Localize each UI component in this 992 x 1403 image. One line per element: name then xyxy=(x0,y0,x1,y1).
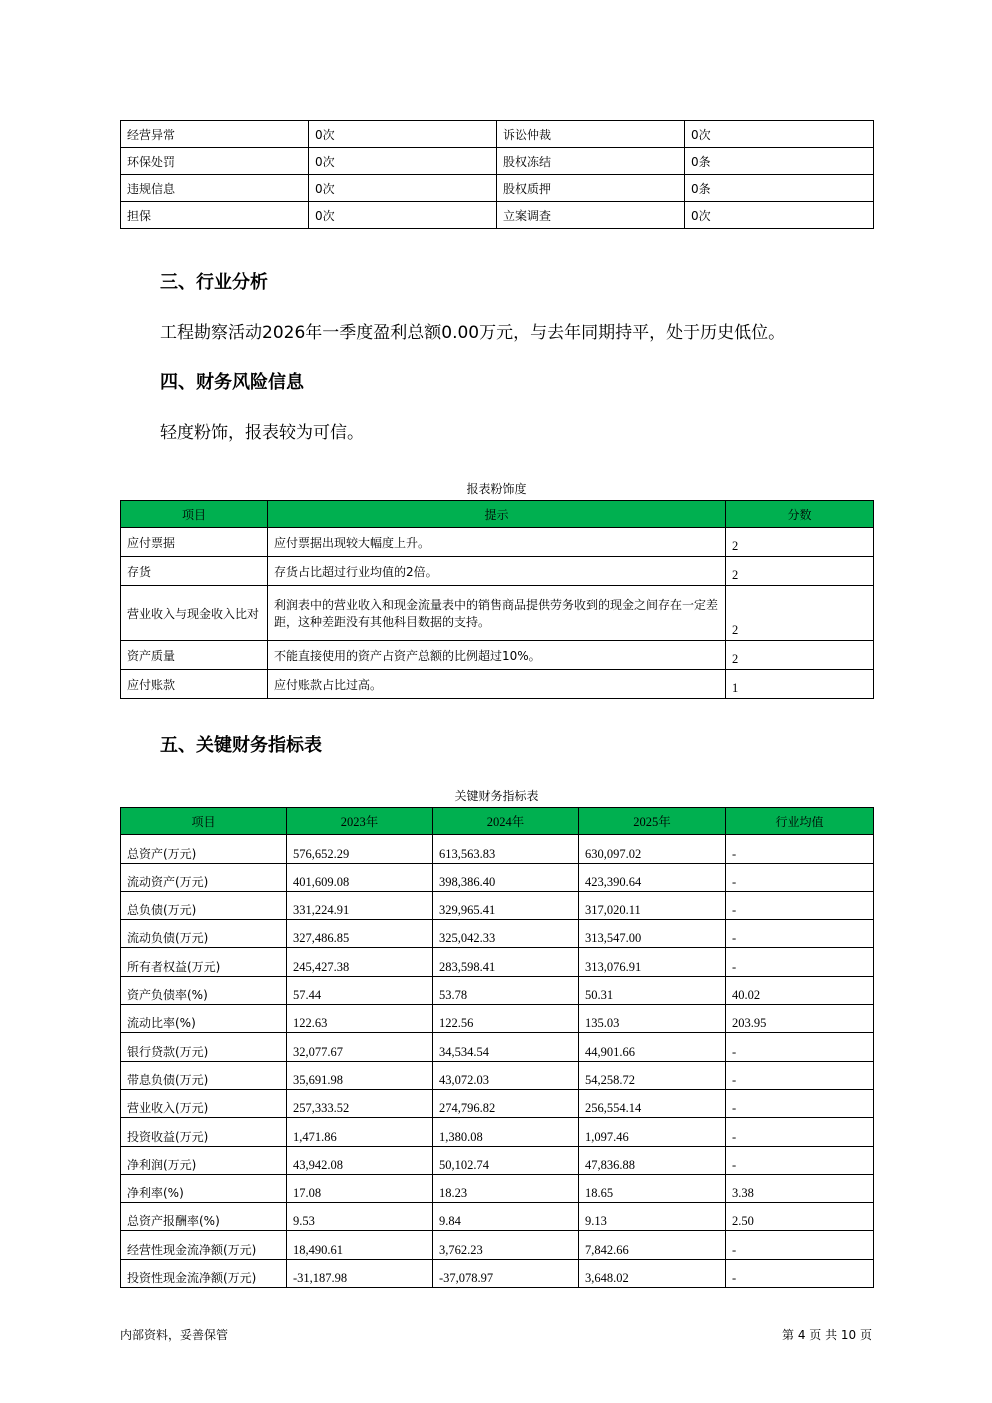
table-row xyxy=(121,1174,874,1202)
table-cell: 股权冻结 xyxy=(497,148,685,175)
table-cell: 0次 xyxy=(309,202,497,229)
fin-risk-text: 轻度粉饰，报表较为可信。 xyxy=(160,423,364,443)
table-cell: 50,102.74 xyxy=(433,1146,579,1174)
table-cell: 总资产报酬率(%) xyxy=(121,1203,287,1231)
fin-table-caption: 关键财务指标表 xyxy=(454,789,539,803)
table-cell: 1,380.08 xyxy=(433,1118,579,1146)
table-cell: 43,942.08 xyxy=(287,1146,433,1174)
industry-heading: 三、行业分析 xyxy=(160,272,268,293)
table-row xyxy=(121,891,874,919)
table-cell: - xyxy=(726,1118,874,1146)
table-cell: 50.31 xyxy=(579,976,726,1004)
table-cell: 投资性现金流净额(万元) xyxy=(121,1259,287,1287)
table-cell: 2 xyxy=(726,528,874,557)
table-cell: 313,076.91 xyxy=(579,948,726,976)
table-cell: 54,258.72 xyxy=(579,1061,726,1089)
table-row xyxy=(121,148,874,175)
table-cell: 274,796.82 xyxy=(433,1089,579,1117)
table-cell: 576,652.29 xyxy=(287,835,433,863)
table-cell: 18,490.61 xyxy=(287,1231,433,1259)
table-row xyxy=(121,121,874,148)
table-row xyxy=(121,175,874,202)
table-cell: 2 xyxy=(726,641,874,670)
table-cell: 0次 xyxy=(309,121,497,148)
table-cell: 203.95 xyxy=(726,1005,874,1033)
table-row xyxy=(121,202,874,229)
table-row xyxy=(121,1146,874,1174)
table-cell: 40.02 xyxy=(726,976,874,1004)
risk-info-body xyxy=(121,121,874,229)
table-row xyxy=(121,1203,874,1231)
table-cell: 存货 xyxy=(121,557,268,586)
table-cell: 利润表中的营业收入和现金流量表中的销售商品提供劳务收到的现金之间存在一定差距，这种差距没有其他科目数据的支持。 xyxy=(268,586,726,641)
table-cell: 总负债(万元) xyxy=(121,891,287,919)
header-cell: 行业均值 xyxy=(726,808,874,835)
header-cell: 项目 xyxy=(121,501,268,528)
table-row xyxy=(121,835,874,863)
table-cell: 资产质量 xyxy=(121,641,268,670)
table-cell: 613,563.83 xyxy=(433,835,579,863)
table-cell: 诉讼仲裁 xyxy=(497,121,685,148)
table-cell: 应付票据 xyxy=(121,528,268,557)
table-cell: 122.56 xyxy=(433,1005,579,1033)
table-cell: 0条 xyxy=(685,148,874,175)
table-row xyxy=(121,1231,874,1259)
table-row xyxy=(121,557,874,586)
table-row xyxy=(121,1259,874,1287)
table-row xyxy=(121,586,874,641)
table-cell: 423,390.64 xyxy=(579,863,726,891)
table-cell: 流动负债(万元) xyxy=(121,920,287,948)
table-cell: 317,020.11 xyxy=(579,891,726,919)
table-cell: 256,554.14 xyxy=(579,1089,726,1117)
table-cell: 3.38 xyxy=(726,1174,874,1202)
table-cell: 经营异常 xyxy=(121,121,309,148)
table-row xyxy=(121,641,874,670)
table-cell: 329,965.41 xyxy=(433,891,579,919)
key-fin-heading: 五、关键财务指标表 xyxy=(160,735,322,756)
table-cell: 7,842.66 xyxy=(579,1231,726,1259)
table-cell: 总资产(万元) xyxy=(121,835,287,863)
table-cell: 630,097.02 xyxy=(579,835,726,863)
fraud-table-caption: 报表粉饰度 xyxy=(466,482,527,496)
table-cell: 应付账款 xyxy=(121,670,268,699)
table-cell: - xyxy=(726,891,874,919)
industry-text: 工程勘察活动2026年一季度盈利总额0.00万元，与去年同期持平，处于历史低位。 xyxy=(160,323,786,343)
header-cell: 2024年 xyxy=(433,808,579,835)
table-cell: 应付票据出现较大幅度上升。 xyxy=(268,528,726,557)
table-cell: - xyxy=(726,1259,874,1287)
fin-table-body xyxy=(121,835,874,1288)
table-cell: - xyxy=(726,920,874,948)
table-cell: 313,547.00 xyxy=(579,920,726,948)
table-cell: 不能直接使用的资产占资产总额的比例超过10%。 xyxy=(268,641,726,670)
table-cell: - xyxy=(726,1089,874,1117)
header-cell: 分数 xyxy=(726,501,874,528)
footer-left: 内部资料，妥善保管 xyxy=(120,1328,229,1342)
table-cell: 32,077.67 xyxy=(287,1033,433,1061)
table-cell: 401,609.08 xyxy=(287,863,433,891)
fraud-table-header xyxy=(121,501,874,528)
table-cell: 环保处罚 xyxy=(121,148,309,175)
risk-info-table xyxy=(120,120,874,229)
table-cell: - xyxy=(726,1146,874,1174)
table-row xyxy=(121,670,874,699)
table-cell: 投资收益(万元) xyxy=(121,1118,287,1146)
table-cell: 带息负债(万元) xyxy=(121,1061,287,1089)
table-row xyxy=(121,1089,874,1117)
table-cell: 2 xyxy=(726,586,874,641)
fraud-table-body xyxy=(121,528,874,699)
table-cell: 9.53 xyxy=(287,1203,433,1231)
table-cell: 327,486.85 xyxy=(287,920,433,948)
table-cell: 35,691.98 xyxy=(287,1061,433,1089)
table-cell: 0次 xyxy=(309,148,497,175)
table-cell: 流动比率(%) xyxy=(121,1005,287,1033)
table-cell: 2.50 xyxy=(726,1203,874,1231)
table-cell: 398,386.40 xyxy=(433,863,579,891)
table-cell: -37,078.97 xyxy=(433,1259,579,1287)
table-cell: 银行贷款(万元) xyxy=(121,1033,287,1061)
table-cell: 营业收入(万元) xyxy=(121,1089,287,1117)
table-row xyxy=(121,920,874,948)
table-cell: -31,187.98 xyxy=(287,1259,433,1287)
table-cell: 18.23 xyxy=(433,1174,579,1202)
table-row xyxy=(121,1033,874,1061)
table-cell: 44,901.66 xyxy=(579,1033,726,1061)
table-cell: 9.84 xyxy=(433,1203,579,1231)
table-cell: 245,427.38 xyxy=(287,948,433,976)
table-row xyxy=(121,976,874,1004)
table-cell: 存货占比超过行业均值的2倍。 xyxy=(268,557,726,586)
header-cell: 2023年 xyxy=(287,808,433,835)
table-cell: 57.44 xyxy=(287,976,433,1004)
table-row xyxy=(121,1118,874,1146)
table-cell: 净利润(万元) xyxy=(121,1146,287,1174)
footer-page-number: 第 4 页 共 10 页 xyxy=(782,1328,872,1342)
table-cell: 1,471.86 xyxy=(287,1118,433,1146)
table-cell: 18.65 xyxy=(579,1174,726,1202)
header-cell: 2025年 xyxy=(579,808,726,835)
table-cell: 135.03 xyxy=(579,1005,726,1033)
header-cell: 提示 xyxy=(268,501,726,528)
table-cell: 1,097.46 xyxy=(579,1118,726,1146)
key-financial-table xyxy=(120,807,874,1288)
table-cell: 2 xyxy=(726,557,874,586)
table-cell: 1 xyxy=(726,670,874,699)
table-cell: 43,072.03 xyxy=(433,1061,579,1089)
header-cell: 项目 xyxy=(121,808,287,835)
table-cell: 0次 xyxy=(309,175,497,202)
table-cell: 净利率(%) xyxy=(121,1174,287,1202)
table-cell: 9.13 xyxy=(579,1203,726,1231)
table-cell: 0次 xyxy=(685,202,874,229)
table-cell: 17.08 xyxy=(287,1174,433,1202)
table-cell: 0次 xyxy=(685,121,874,148)
table-cell: 3,762.23 xyxy=(433,1231,579,1259)
table-row xyxy=(121,948,874,976)
table-cell: 283,598.41 xyxy=(433,948,579,976)
table-row xyxy=(121,528,874,557)
table-cell: 应付账款占比过高。 xyxy=(268,670,726,699)
table-cell: - xyxy=(726,948,874,976)
table-cell: 257,333.52 xyxy=(287,1089,433,1117)
table-row xyxy=(121,1061,874,1089)
table-cell: - xyxy=(726,1033,874,1061)
fraud-table xyxy=(120,500,874,699)
table-cell: 流动资产(万元) xyxy=(121,863,287,891)
table-cell: - xyxy=(726,1061,874,1089)
table-cell: 0条 xyxy=(685,175,874,202)
fin-risk-heading: 四、财务风险信息 xyxy=(160,372,304,393)
table-cell: 资产负债率(%) xyxy=(121,976,287,1004)
table-cell: 34,534.54 xyxy=(433,1033,579,1061)
table-row xyxy=(121,863,874,891)
table-cell: 325,042.33 xyxy=(433,920,579,948)
fin-table-header xyxy=(121,808,874,835)
table-cell: - xyxy=(726,863,874,891)
table-cell: - xyxy=(726,835,874,863)
table-cell: 违规信息 xyxy=(121,175,309,202)
table-cell: 53.78 xyxy=(433,976,579,1004)
table-cell: - xyxy=(726,1231,874,1259)
table-cell: 331,224.91 xyxy=(287,891,433,919)
table-cell: 营业收入与现金收入比对 xyxy=(121,586,268,641)
table-cell: 担保 xyxy=(121,202,309,229)
table-cell: 所有者权益(万元) xyxy=(121,948,287,976)
table-cell: 股权质押 xyxy=(497,175,685,202)
table-row xyxy=(121,1005,874,1033)
table-cell: 立案调查 xyxy=(497,202,685,229)
table-cell: 经营性现金流净额(万元) xyxy=(121,1231,287,1259)
table-cell: 122.63 xyxy=(287,1005,433,1033)
table-cell: 3,648.02 xyxy=(579,1259,726,1287)
table-cell: 47,836.88 xyxy=(579,1146,726,1174)
